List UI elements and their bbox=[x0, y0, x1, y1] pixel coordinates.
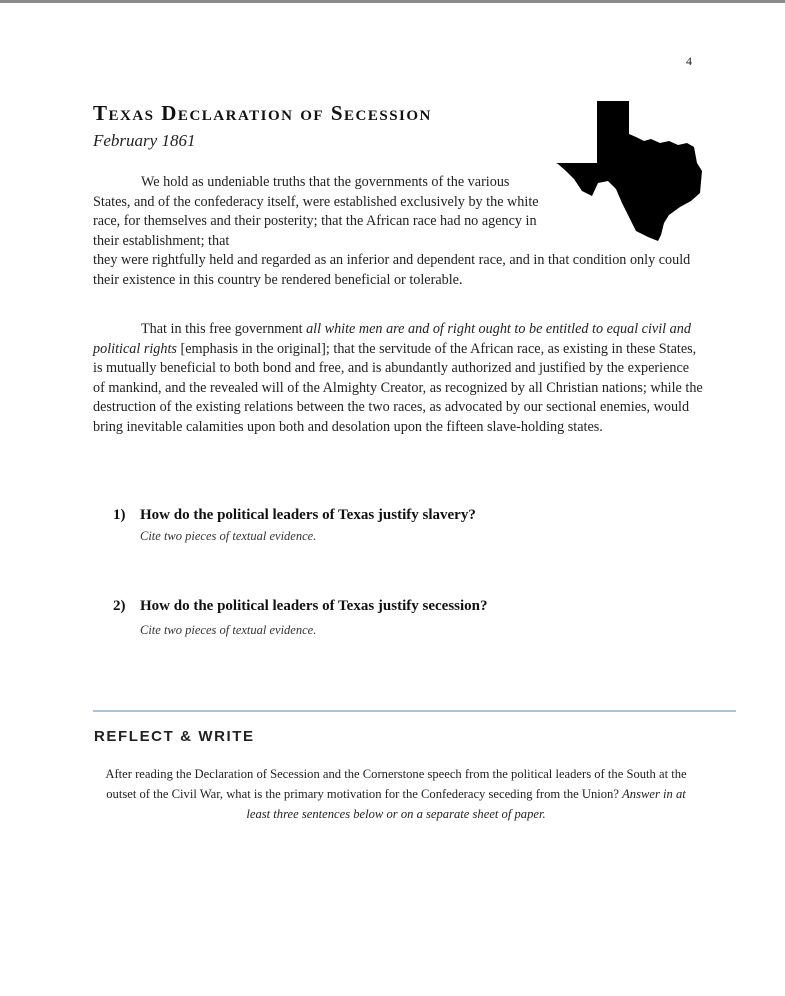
p1-rest: they were rightfully held and regarded as an inferior and dependent race, and in that condition only could their existence in this country be rendered beneficial or tolerable. bbox=[93, 252, 691, 288]
reflect-prompt-text: After reading the Declaration of Secession and the Cornerstone speech from the political leaders of the South at the outset of the Civil War, what is the primary motivation for the Confederacy seceding from the Union? bbox=[105, 767, 687, 801]
p1-line-2: various States, and of the confederacy itself, were established bbox=[93, 174, 510, 210]
quote-paragraph-1 bbox=[93, 173, 701, 290]
document-title: Texas Declaration of Secession bbox=[93, 101, 432, 125]
question-2-hint: Cite two pieces of textual evidence. bbox=[140, 623, 317, 637]
paragraph-1-wrapped-lines bbox=[93, 173, 548, 251]
question-2-text: How do the political leaders of Texas justify secession? bbox=[140, 598, 488, 614]
p2-italic-quote: all white men are and of right ought to be entitled to equal civil and political rights bbox=[93, 321, 691, 357]
question-2-number: 2) bbox=[113, 598, 126, 614]
p1-line-4: that the African race had no agency in their establishment; that bbox=[93, 213, 537, 249]
document-date: February 1861 bbox=[93, 131, 196, 150]
question-2 bbox=[113, 598, 488, 615]
p2-rest: [emphasis in the original]; that the servitude of the African race, as existing in these States, is mutually beneficial to both bond and free, and is abundantly authorized and justified by the experience of mankind, and the revealed will of the Almighty Creator, as recognized by all Christian nations; while the destruction of the existing relations between the two races, as advocated by our sectional enemies, would bring inevitable calamities upon both and desolation upon the fifteen slave-holding states. bbox=[93, 340, 703, 435]
section-divider bbox=[93, 710, 736, 712]
question-1-hint: Cite two pieces of textual evidence. bbox=[140, 529, 317, 543]
p1-line-3: exclusively by the white race, for themselves and their posterity; bbox=[93, 193, 539, 229]
question-1-number: 1) bbox=[113, 507, 126, 523]
reflect-instruction: Answer in at least three sentences below or on a separate sheet of paper. bbox=[246, 787, 686, 821]
question-1 bbox=[113, 507, 476, 524]
top-border bbox=[0, 0, 785, 3]
page-number: 4 bbox=[686, 54, 692, 68]
p2-intro: That in this free government bbox=[141, 321, 307, 337]
reflect-prompt bbox=[93, 764, 699, 824]
question-1-text: How do the political leaders of Texas justify slavery? bbox=[140, 507, 476, 523]
reflect-heading: REFLECT & WRITE bbox=[94, 728, 255, 745]
quote-paragraph-2 bbox=[93, 320, 703, 437]
p1-line-1: We hold as undeniable truths that the governments of the bbox=[141, 174, 465, 190]
